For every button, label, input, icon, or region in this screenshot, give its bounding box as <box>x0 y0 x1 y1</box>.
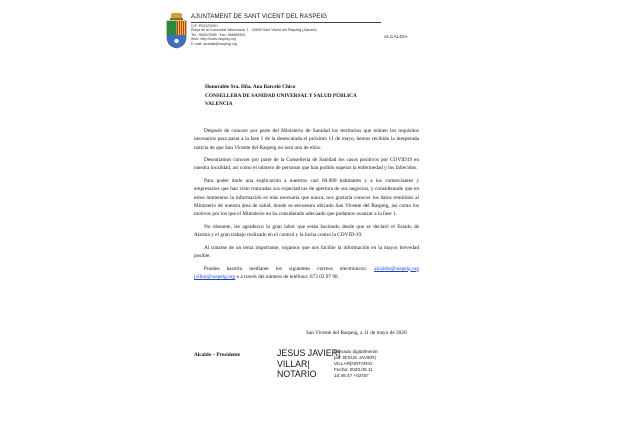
signing-date: San Vicente del Raspeig, a 11 de mayo de 2020 <box>306 330 407 336</box>
letterhead-web: Web: http://www.raspeig.org <box>191 37 236 41</box>
signature-name <box>277 348 341 380</box>
paragraph-1: Después de conocer por parte del Ministerio de Sanidad los territorios que reúnen los requisitos necesarios para pasar a la fase 1 de la desescalada el próximo 11 de mayo, hemos recibido la inesperada noticia de que San Vicente del Raspeig no será uno de ellos. <box>194 128 419 151</box>
signature-name-line-2: VILLAR| <box>277 358 310 369</box>
email-link-jvillar[interactable]: jvillar@raspeig.org <box>194 273 236 280</box>
signature-info-line-3: VILLAR|NOTARIO <box>334 361 373 366</box>
paragraph-3: Para poder darle una explicación a nuestros casi 60.000 habitantes y a los comerciantes y empresarios que han visto truncadas sus expectativas de apertura de sus negocios, y considerando que en estos momentos la información es más necesaria que nunca, nos gustaría conocer los datos remitidos al Ministerio de nuestra área de salud, donde se encuentra ubicado San Vicente del Raspeig, así como los motivos por los que el Ministerio no ha considerado adecuado que podamos avanzar a la fase 1. <box>194 178 419 218</box>
paragraph-2: Deseariamos conocer por parte de la Conselleria de Sanidad los casos positivos por COVID19 en nuestra localidad, así como el número de personas que han podido superar la enfermedad y los fallecidos. <box>194 157 419 172</box>
letterhead-address: Plaça de la Comunitat Valenciana, 1 · 03690 Sant Vicent del Raspeig (Alacant) <box>191 28 317 32</box>
letter-body <box>194 127 419 286</box>
paragraph-4: No obstante, les agradezco la gran labor que están haciendo desde que se declaró el Estado de Alarma y el gran trabajo realizado en el control y la lucha contra la COVID-19. <box>194 223 419 239</box>
digital-signature <box>277 348 402 388</box>
paragraph-6 <box>194 265 419 282</box>
municipal-crest-icon <box>165 13 188 49</box>
email-link-alcaldia[interactable]: alcaldia@raspeig.org <box>374 265 419 272</box>
signature-details <box>334 349 404 379</box>
letterhead-email: E-mail: alcaldia@raspeig.org <box>191 41 237 46</box>
letterhead-cif: CIF: P0312200H <box>191 23 218 28</box>
signature-info-line-2: por JESUS JAVIER| <box>334 355 376 360</box>
signature-info-line-1: Firmado digitalmente <box>334 349 378 354</box>
signatory-role: Alcalde – Presidente <box>194 352 241 358</box>
recipient-name: Honorable Sra. Dña. Ana Barceló Chico <box>205 84 296 90</box>
paragraph-6-lead: Pueden hacerlo mediante los siguientes correos electrónicos: <box>204 265 375 272</box>
signature-info-line-4: Fecha: 2020.05.11 <box>334 367 373 372</box>
paragraph-6-tail: o a través del número de teléfono: 673 03 97 98 <box>235 273 338 280</box>
letterhead <box>191 14 381 46</box>
recipient-block <box>205 83 357 109</box>
letterhead-name: AJUNTAMENT DE SANT VICENT DEL RASPEIG <box>191 14 381 23</box>
letterhead-phone: Tel.: 965675065 · Fax: 965669601 <box>191 32 246 37</box>
paragraph-5: Al tratarse de un tema importante, rogamos que nos facilite la información en la mayor brevedad posible. <box>194 244 419 260</box>
recipient-city: VALENCIA <box>205 101 233 107</box>
signature-name-line-1: JESUS JAVIER| <box>277 348 341 358</box>
signature-info-line-5: 10:48:47 +02'00' <box>334 373 369 378</box>
signature-name-line-3: NOTARIO <box>277 369 317 379</box>
recipient-title: CONSELLERA DE SANIDAD UNIVERSAL Y SALUD PÚBLICA <box>205 92 357 99</box>
department-label: ALCALDIA <box>384 34 408 39</box>
